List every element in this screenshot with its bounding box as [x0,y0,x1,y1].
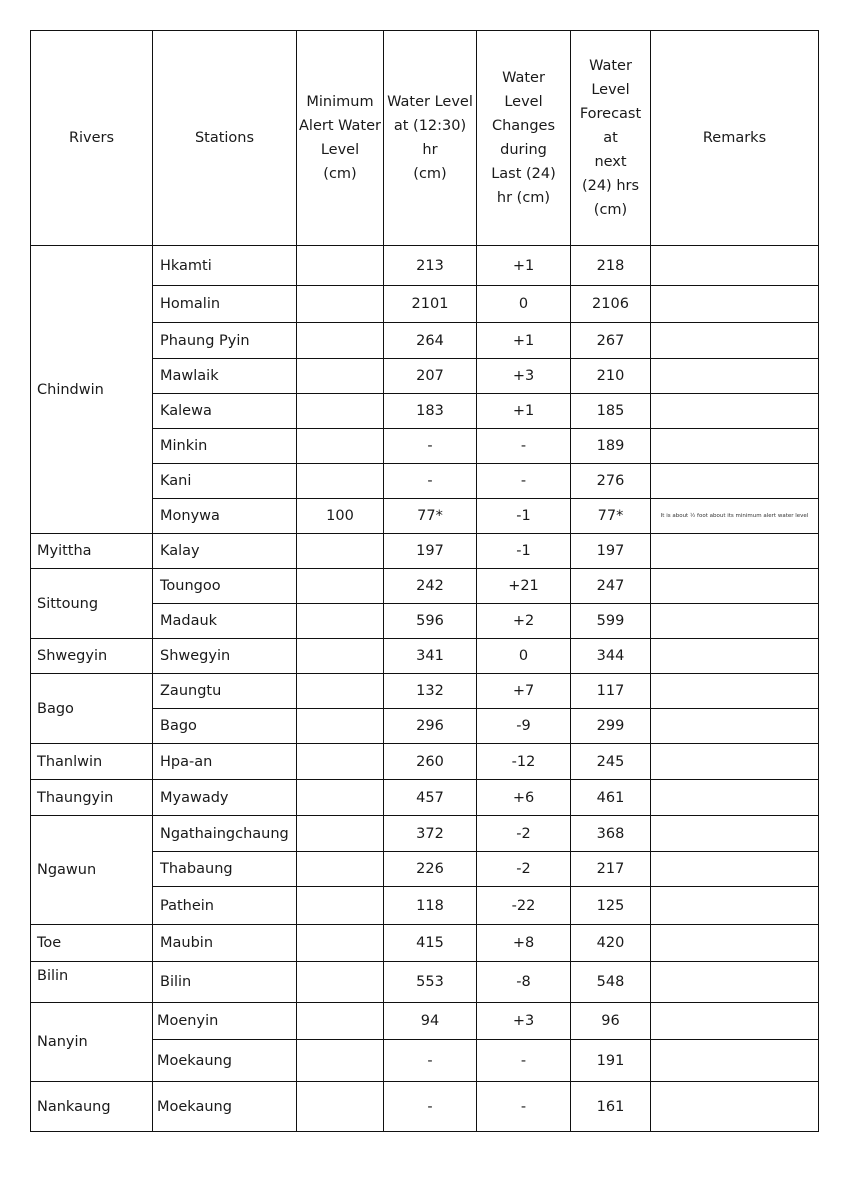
river-cell: Thaungyin [31,780,153,816]
min-alert-cell [297,925,384,962]
station-cell: Pathein [153,887,297,925]
forecast-cell: 599 [571,604,651,639]
change-cell: +2 [477,604,571,639]
station-cell: Moekaung [153,1082,297,1132]
water-level-table [30,30,819,1132]
change-cell: 0 [477,286,571,323]
station-cell: Thabaung [153,852,297,887]
remarks-cell [651,464,819,499]
forecast-cell: 344 [571,639,651,674]
header-line: Alert Water [299,118,381,134]
table-row [31,246,819,286]
forecast-cell: 2106 [571,286,651,323]
header-line: (cm) [323,166,357,182]
min-alert-cell [297,1003,384,1040]
water-level-cell: 183 [384,394,477,429]
water-level-cell: 2101 [384,286,477,323]
water-level-cell: 207 [384,359,477,394]
header-remarks: Remarks [651,31,819,246]
min-alert-cell [297,852,384,887]
forecast-cell: 117 [571,674,651,709]
forecast-cell: 77* [571,499,651,534]
station-cell: Toungoo [153,569,297,604]
river-cell: Bilin [31,962,153,1003]
change-cell: +1 [477,323,571,359]
header-line: Level [504,94,543,110]
remarks-cell [651,887,819,925]
forecast-cell: 267 [571,323,651,359]
table-row [31,569,819,604]
water-level-cell: 457 [384,780,477,816]
station-cell: Kalay [153,534,297,569]
change-cell: +8 [477,925,571,962]
forecast-cell: 218 [571,246,651,286]
station-cell: Minkin [153,429,297,464]
min-alert-cell [297,246,384,286]
min-alert-cell [297,962,384,1003]
remarks-cell [651,286,819,323]
water-level-cell: - [384,464,477,499]
table-row [31,962,819,1003]
water-level-cell: 94 [384,1003,477,1040]
header-line: Minimum [306,94,374,110]
header-rivers: Rivers [31,31,153,246]
header-water-level [384,31,477,246]
header-line: Last (24) [491,166,556,182]
river-cell: Myittha [31,534,153,569]
remarks-cell [651,674,819,709]
forecast-cell: 548 [571,962,651,1003]
min-alert-cell [297,816,384,852]
forecast-cell: 185 [571,394,651,429]
header-line: Water [589,58,632,74]
water-level-cell: - [384,1040,477,1082]
station-cell: Kani [153,464,297,499]
water-level-cell: - [384,429,477,464]
change-cell: -1 [477,499,571,534]
min-alert-cell [297,674,384,709]
river-cell: Thanlwin [31,744,153,780]
table-row [31,534,819,569]
forecast-cell: 161 [571,1082,651,1132]
remarks-cell [651,744,819,780]
min-alert-cell [297,887,384,925]
min-alert-cell [297,1040,384,1082]
remarks-cell [651,639,819,674]
header-line: Level [320,142,360,158]
header-line: at (12:30) hr [393,118,467,158]
table-row [31,780,819,816]
min-alert-cell [297,286,384,323]
header-changes [477,31,571,246]
min-alert-cell [297,534,384,569]
forecast-cell: 461 [571,780,651,816]
water-level-cell: 197 [384,534,477,569]
table-body [31,246,819,1132]
remarks-cell [651,569,819,604]
table-row [31,1003,819,1040]
change-cell: -2 [477,852,571,887]
river-cell: Chindwin [31,246,153,534]
forecast-cell: 247 [571,569,651,604]
change-cell: - [477,1082,571,1132]
remarks-cell [651,429,819,464]
min-alert-cell [297,323,384,359]
remarks-cell [651,534,819,569]
min-alert-cell [297,359,384,394]
header-line: Changes [491,118,556,134]
station-cell: Moekaung [153,1040,297,1082]
forecast-cell: 299 [571,709,651,744]
forecast-cell: 189 [571,429,651,464]
forecast-cell: 210 [571,359,651,394]
water-level-cell: 242 [384,569,477,604]
forecast-cell: 368 [571,816,651,852]
min-alert-cell [297,429,384,464]
forecast-cell: 276 [571,464,651,499]
river-cell: Shwegyin [31,639,153,674]
remarks-cell [651,709,819,744]
water-level-cell: 264 [384,323,477,359]
water-level-cell: 341 [384,639,477,674]
header-stations: Stations [153,31,297,246]
min-alert-cell [297,709,384,744]
station-cell: Bago [153,709,297,744]
header-line: Water Level [387,94,473,110]
forecast-cell: 191 [571,1040,651,1082]
table-row [31,925,819,962]
header-line: at [603,130,618,146]
remarks-cell [651,1082,819,1132]
forecast-cell: 420 [571,925,651,962]
station-cell: Zaungtu [153,674,297,709]
forecast-cell: 217 [571,852,651,887]
remarks-cell: It is about ½ foot about its minimum alert water level [651,499,819,534]
station-cell: Hpa-an [153,744,297,780]
min-alert-cell: 100 [297,499,384,534]
min-alert-cell [297,780,384,816]
river-cell: Ngawun [31,816,153,925]
river-cell: Toe [31,925,153,962]
header-line: (24) hrs [581,178,640,194]
water-level-cell: 372 [384,816,477,852]
remarks-cell [651,962,819,1003]
change-cell: - [477,464,571,499]
header-line: during [500,142,547,158]
header-line: (cm) [593,202,628,218]
change-cell: +1 [477,394,571,429]
header-line: next [594,154,627,170]
table-row [31,639,819,674]
header-forecast [571,31,651,246]
station-cell: Kalewa [153,394,297,429]
river-cell: Nanyin [31,1003,153,1082]
change-cell: -1 [477,534,571,569]
header-min-alert [297,31,384,246]
remarks-cell [651,604,819,639]
river-cell: Bago [31,674,153,744]
river-cell: Nankaung [31,1082,153,1132]
remarks-cell [651,1003,819,1040]
remarks-cell [651,816,819,852]
remarks-cell [651,1040,819,1082]
station-cell: Mawlaik [153,359,297,394]
water-level-cell: 213 [384,246,477,286]
station-cell: Shwegyin [153,639,297,674]
station-cell: Bilin [153,962,297,1003]
change-cell: +3 [477,1003,571,1040]
station-cell: Myawady [153,780,297,816]
change-cell: -12 [477,744,571,780]
water-level-cell: - [384,1082,477,1132]
change-cell: +7 [477,674,571,709]
change-cell: +1 [477,246,571,286]
station-cell: Maubin [153,925,297,962]
min-alert-cell [297,464,384,499]
change-cell: - [477,429,571,464]
change-cell: -9 [477,709,571,744]
station-cell: Ngathaingchaung [153,816,297,852]
change-cell: 0 [477,639,571,674]
table-row [31,816,819,852]
remarks-cell [651,780,819,816]
remarks-cell [651,925,819,962]
min-alert-cell [297,604,384,639]
station-cell: Phaung Pyin [153,323,297,359]
min-alert-cell [297,744,384,780]
water-level-cell: 226 [384,852,477,887]
water-level-cell: 132 [384,674,477,709]
change-cell: +21 [477,569,571,604]
table-row [31,1082,819,1132]
change-cell: -8 [477,962,571,1003]
header-line: Level [591,82,630,98]
forecast-cell: 245 [571,744,651,780]
change-cell: +6 [477,780,571,816]
forecast-cell: 96 [571,1003,651,1040]
min-alert-cell [297,1082,384,1132]
river-cell: Sittoung [31,569,153,639]
min-alert-cell [297,639,384,674]
water-level-cell: 553 [384,962,477,1003]
station-cell: Moenyin [153,1003,297,1040]
forecast-cell: 197 [571,534,651,569]
header-line: (cm) [413,166,447,182]
remarks-cell [651,246,819,286]
remarks-cell [651,394,819,429]
change-cell: -2 [477,816,571,852]
change-cell: +3 [477,359,571,394]
header-line: hr (cm) [496,190,551,206]
water-level-cell: 77* [384,499,477,534]
water-level-cell: 118 [384,887,477,925]
table-row [31,674,819,709]
station-cell: Monywa [153,499,297,534]
water-level-cell: 415 [384,925,477,962]
station-cell: Hkamti [153,246,297,286]
water-level-cell: 296 [384,709,477,744]
station-cell: Madauk [153,604,297,639]
change-cell: -22 [477,887,571,925]
min-alert-cell [297,394,384,429]
remarks-cell [651,323,819,359]
header-line: Water [502,70,545,86]
remarks-cell [651,852,819,887]
water-level-cell: 260 [384,744,477,780]
station-cell: Homalin [153,286,297,323]
forecast-cell: 125 [571,887,651,925]
remarks-cell [651,359,819,394]
header-row [31,31,819,246]
min-alert-cell [297,569,384,604]
water-level-cell: 596 [384,604,477,639]
header-line: Forecast [579,106,642,122]
change-cell: - [477,1040,571,1082]
table-row [31,744,819,780]
